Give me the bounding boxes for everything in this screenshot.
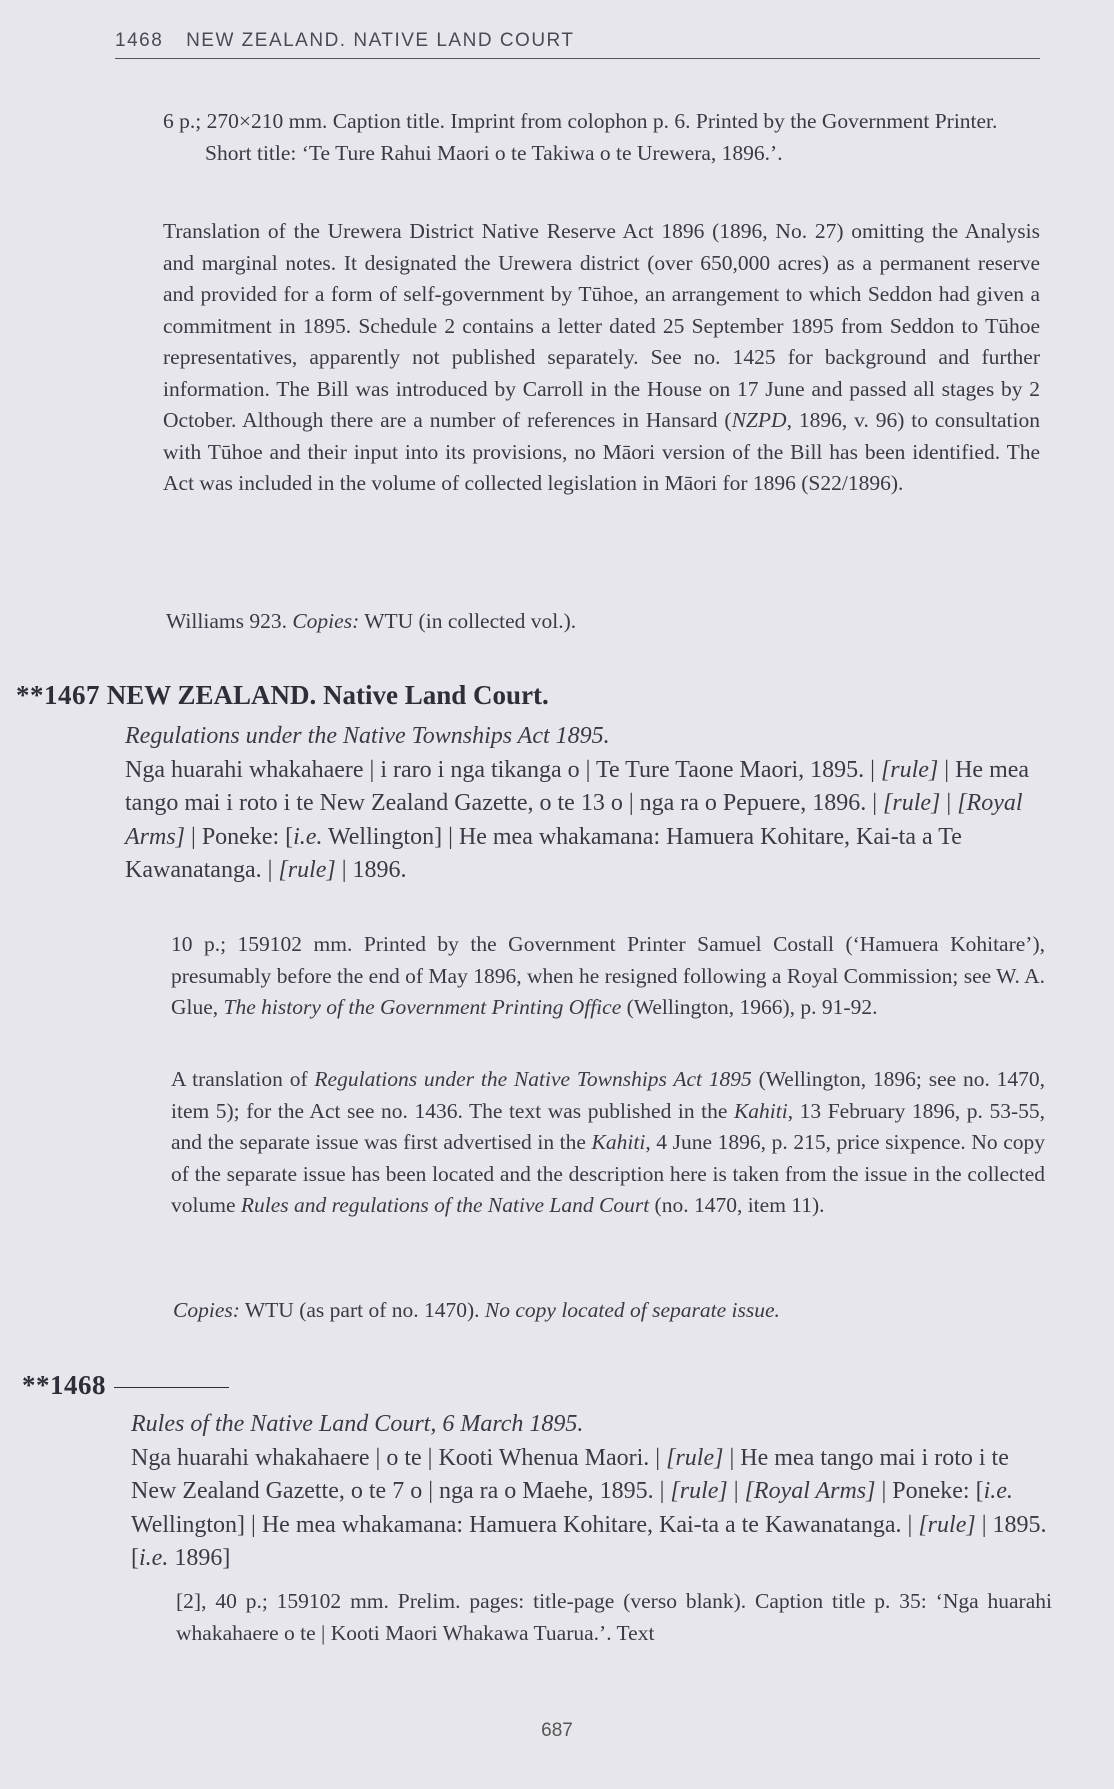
- entry-1468-heading: [22, 1370, 229, 1401]
- entry-number: **1467: [16, 680, 100, 710]
- entry-number: **1468: [22, 1370, 106, 1400]
- entry-1467-collation: 10 p.; 159102 mm. Printed by the Government Printer Samuel Costall (‘Hamuera Kohitare’), presumably before the end of May 1896, when he resigned following a Royal Commission; see W. A. Glue, The history of the Government Printing Office (Wellington, 1966), p. 91-92.: [171, 932, 1045, 1019]
- entry-1466-collation: 6 p.; 270×210 mm. Caption title. Imprint from colophon p. 6. Printed by the Government Printer. Short title: ‘Te Ture Rahui Maori o te Takiwa o te Urewera, 1896.’.: [163, 106, 1040, 169]
- entry-title: Rules of the Native Land Court, 6 March 1895.: [131, 1411, 584, 1437]
- entry-author: NEW ZEALAND. Native Land Court.: [106, 680, 549, 710]
- entry-1468-title-transcription: Rules of the Native Land Court, 6 March 1895. Nga huarahi whakahaere | o te | Kooti Whenua Maori. | [rule] | He mea tango mai i roto i te New Zealand Gazette, o te 7 o | nga ra o Maehe, 1895. | [rule] | [Royal Arms] | Poneke: [i.e. Wellington] | He mea whakamana: Hamuera Kohitare, Kai-ta a te Kawanatanga. | [rule] | 1895. [i.e. 1896]: [131, 1408, 1051, 1576]
- footer-page-number: 687: [541, 1720, 573, 1741]
- entry-1466-short-title: Short title: ‘Te Ture Rahui Maori o te Takiwa o te Urewera, 1896.’.: [205, 140, 783, 165]
- entry-1467-title-transcription: Regulations under the Native Townships Act 1895. Nga huarahi whakahaere | i raro i nga tikanga o | Te Ture Taone Maori, 1895. | [rule] | He mea tango mai i roto i te New Zealand Gazette, o te 13 o | nga ra o Pepuere, 1896. | [rule] | [Royal Arms] | Poneke: [i.e. Wellington] | He mea whakamana: Hamuera Kohitare, Kai-ta a Te Kawanatanga. | [rule] | 1896.: [125, 720, 1045, 888]
- entry-title: Regulations under the Native Townships Act 1895.: [125, 723, 610, 749]
- entry-1468-collation: [2], 40 p.; 159102 mm. Prelim. pages: title-page (verso blank). Caption title p. 35: ‘Nga huarahi whakahaere o te | Kooti Maori Whakawa Tuarua.’. Text: [176, 1589, 1052, 1645]
- header-page-number: 1468: [115, 30, 164, 51]
- entry-1467-copies: Copies: WTU (as part of no. 1470). No copy located of separate issue.: [173, 1298, 780, 1322]
- running-header: [115, 30, 1040, 59]
- entry-1466-copies: Williams 923. Copies: WTU (in collected vol.).: [166, 609, 577, 633]
- header-running-title: NEW ZEALAND. NATIVE LAND COURT: [186, 30, 575, 51]
- entry-1467-heading: [16, 680, 549, 711]
- entry-1467-note: A translation of Regulations under the Native Townships Act 1895 (Wellington, 1896; see no. 1470, item 5); for the Act see no. 1436. The text was published in the Kahiti, 13 February 1896, p. 53-55, and the separate issue was first advertised in the Kahiti, 4 June 1896, p. 215, price sixpence. No copy of the separate issue has been located and the description here is taken from the issue in the collected volume Rules and regulations of the Native Land Court (no. 1470, item 11).: [171, 1067, 1046, 1217]
- entry-1466-note: Translation of the Urewera District Native Reserve Act 1896 (1896, No. 27) omitting the Analysis and marginal notes. It designated the Urewera district (over 650,000 acres) as a permanent reserve and provided for a form of self-government by Tūhoe, an arrangement to which Seddon had given a commitment in 1895. Schedule 2 contains a letter dated 25 September 1895 from Seddon to Tūhoe representatives, apparently not published separately. See no. 1425 for background and further information. The Bill was introduced by Carroll in the House on 17 June and passed all stages by 2 October. Although there are a number of references in Hansard (NZPD, 1896, v. 96) to consultation with Tūhoe and their input into its provisions, no Māori version of the Bill has been identified. The Act was included in the volume of collected legislation in Māori for 1896 (S22/1896).: [163, 219, 1040, 495]
- ditto-rule: [114, 1387, 229, 1388]
